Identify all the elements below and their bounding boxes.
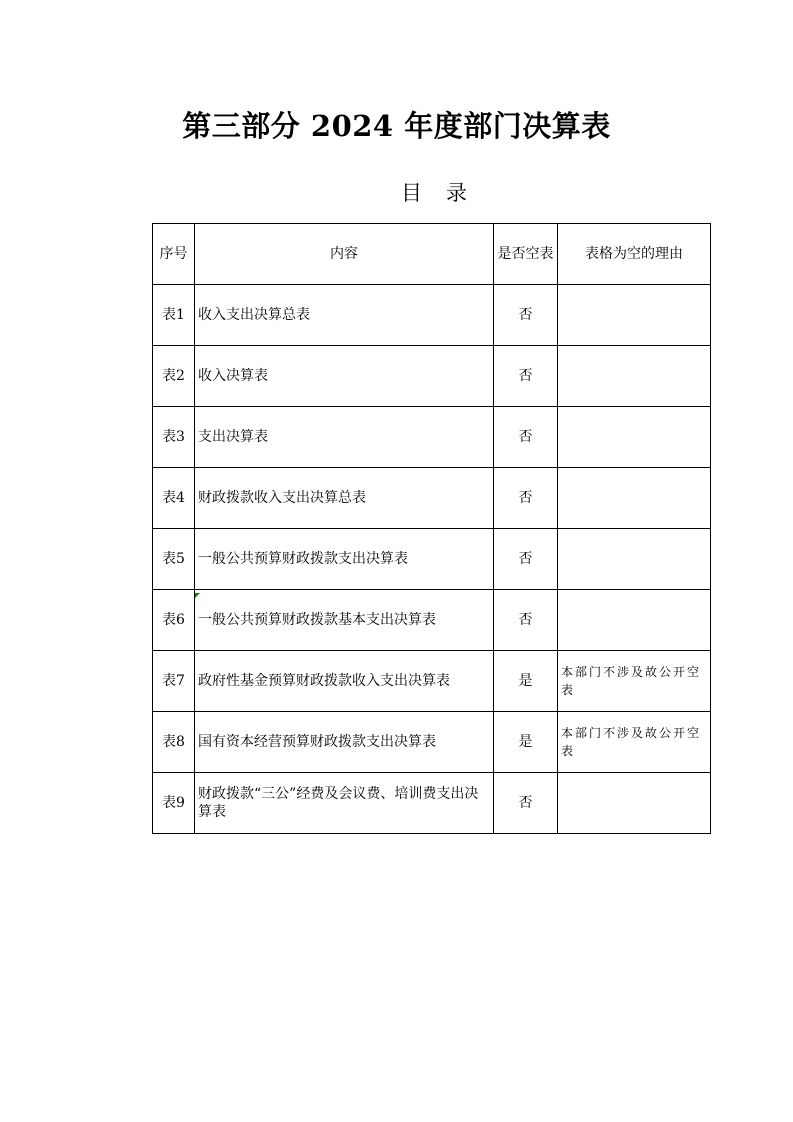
heading-char-2: 录 bbox=[446, 181, 467, 205]
row-content: 财政拨款“三公”经费及会议费、培训费支出决算表 bbox=[195, 773, 494, 834]
table-of-contents bbox=[152, 223, 711, 834]
row-is-empty: 否 bbox=[494, 773, 558, 834]
row-empty-reason bbox=[558, 590, 711, 651]
row-content: 国有资本经营预算财政拨款支出决算表 bbox=[195, 712, 494, 773]
row-number: 表1 bbox=[153, 285, 195, 346]
row-is-empty: 否 bbox=[494, 407, 558, 468]
row-number: 表7 bbox=[153, 651, 195, 712]
row-number: 表3 bbox=[153, 407, 195, 468]
table-row bbox=[153, 346, 711, 407]
row-number: 表8 bbox=[153, 712, 195, 773]
header-empty-reason: 表格为空的理由 bbox=[558, 224, 711, 285]
row-content: 支出决算表 bbox=[195, 407, 494, 468]
table-row bbox=[153, 407, 711, 468]
row-is-empty: 否 bbox=[494, 468, 558, 529]
row-empty-reason bbox=[558, 346, 711, 407]
table-row bbox=[153, 285, 711, 346]
row-is-empty: 否 bbox=[494, 590, 558, 651]
row-empty-reason: 本部门不涉及故公开空表 bbox=[558, 651, 711, 712]
row-number: 表6 bbox=[153, 590, 195, 651]
row-is-empty: 否 bbox=[494, 285, 558, 346]
row-is-empty: 否 bbox=[494, 529, 558, 590]
page-title: 第三部分 2024 年度部门决算表 bbox=[182, 109, 611, 143]
header-content: 内容 bbox=[195, 224, 494, 285]
table-row bbox=[153, 590, 711, 651]
table-row bbox=[153, 468, 711, 529]
row-is-empty: 否 bbox=[494, 346, 558, 407]
row-content: 一般公共预算财政拨款基本支出决算表 bbox=[195, 590, 494, 651]
row-empty-reason: 本部门不涉及故公开空表 bbox=[558, 712, 711, 773]
header-row bbox=[153, 224, 711, 285]
row-empty-reason bbox=[558, 407, 711, 468]
table-row bbox=[153, 773, 711, 834]
row-is-empty: 是 bbox=[494, 651, 558, 712]
row-empty-reason bbox=[558, 773, 711, 834]
table-of-contents-heading bbox=[0, 178, 793, 208]
row-number: 表5 bbox=[153, 529, 195, 590]
row-content: 收入决算表 bbox=[195, 346, 494, 407]
row-number: 表9 bbox=[153, 773, 195, 834]
row-content: 一般公共预算财政拨款支出决算表 bbox=[195, 529, 494, 590]
row-number: 表4 bbox=[153, 468, 195, 529]
row-number: 表2 bbox=[153, 346, 195, 407]
table-row bbox=[153, 712, 711, 773]
heading-char-1: 目 bbox=[401, 181, 422, 205]
row-empty-reason bbox=[558, 468, 711, 529]
cell-comment-marker bbox=[195, 593, 200, 598]
row-empty-reason bbox=[558, 529, 711, 590]
header-is-empty: 是否空表 bbox=[494, 224, 558, 285]
header-number: 序号 bbox=[153, 224, 195, 285]
row-is-empty: 是 bbox=[494, 712, 558, 773]
row-empty-reason bbox=[558, 285, 711, 346]
row-content: 财政拨款收入支出决算总表 bbox=[195, 468, 494, 529]
row-content: 政府性基金预算财政拨款收入支出决算表 bbox=[195, 651, 494, 712]
table-row bbox=[153, 529, 711, 590]
row-content: 收入支出决算总表 bbox=[195, 285, 494, 346]
table-row bbox=[153, 651, 711, 712]
